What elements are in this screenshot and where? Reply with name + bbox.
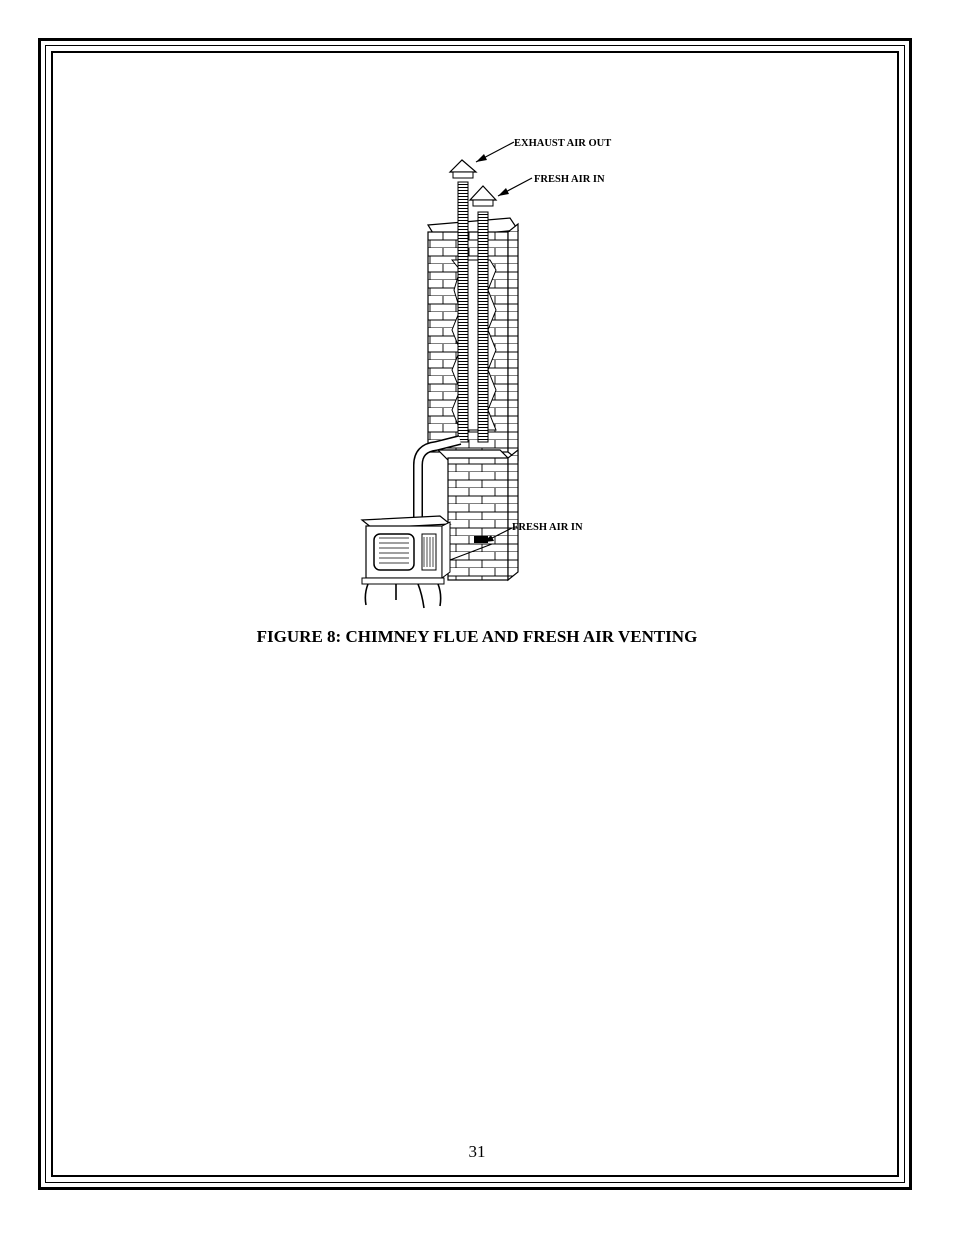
label-fresh-air-in-top: FRESH AIR IN [534, 174, 605, 185]
chimney-venting-diagram [300, 120, 660, 620]
label-fresh-air-in-bottom: FRESH AIR IN [512, 522, 583, 533]
label-exhaust-air-out: EXHAUST AIR OUT [514, 138, 612, 149]
wood-stove [362, 516, 450, 608]
page-number: 31 [468, 1142, 486, 1161]
chimney-upper [428, 218, 518, 460]
figure-caption: FIGURE 8: CHIMNEY FLUE AND FRESH AIR VENTING [256, 627, 698, 646]
